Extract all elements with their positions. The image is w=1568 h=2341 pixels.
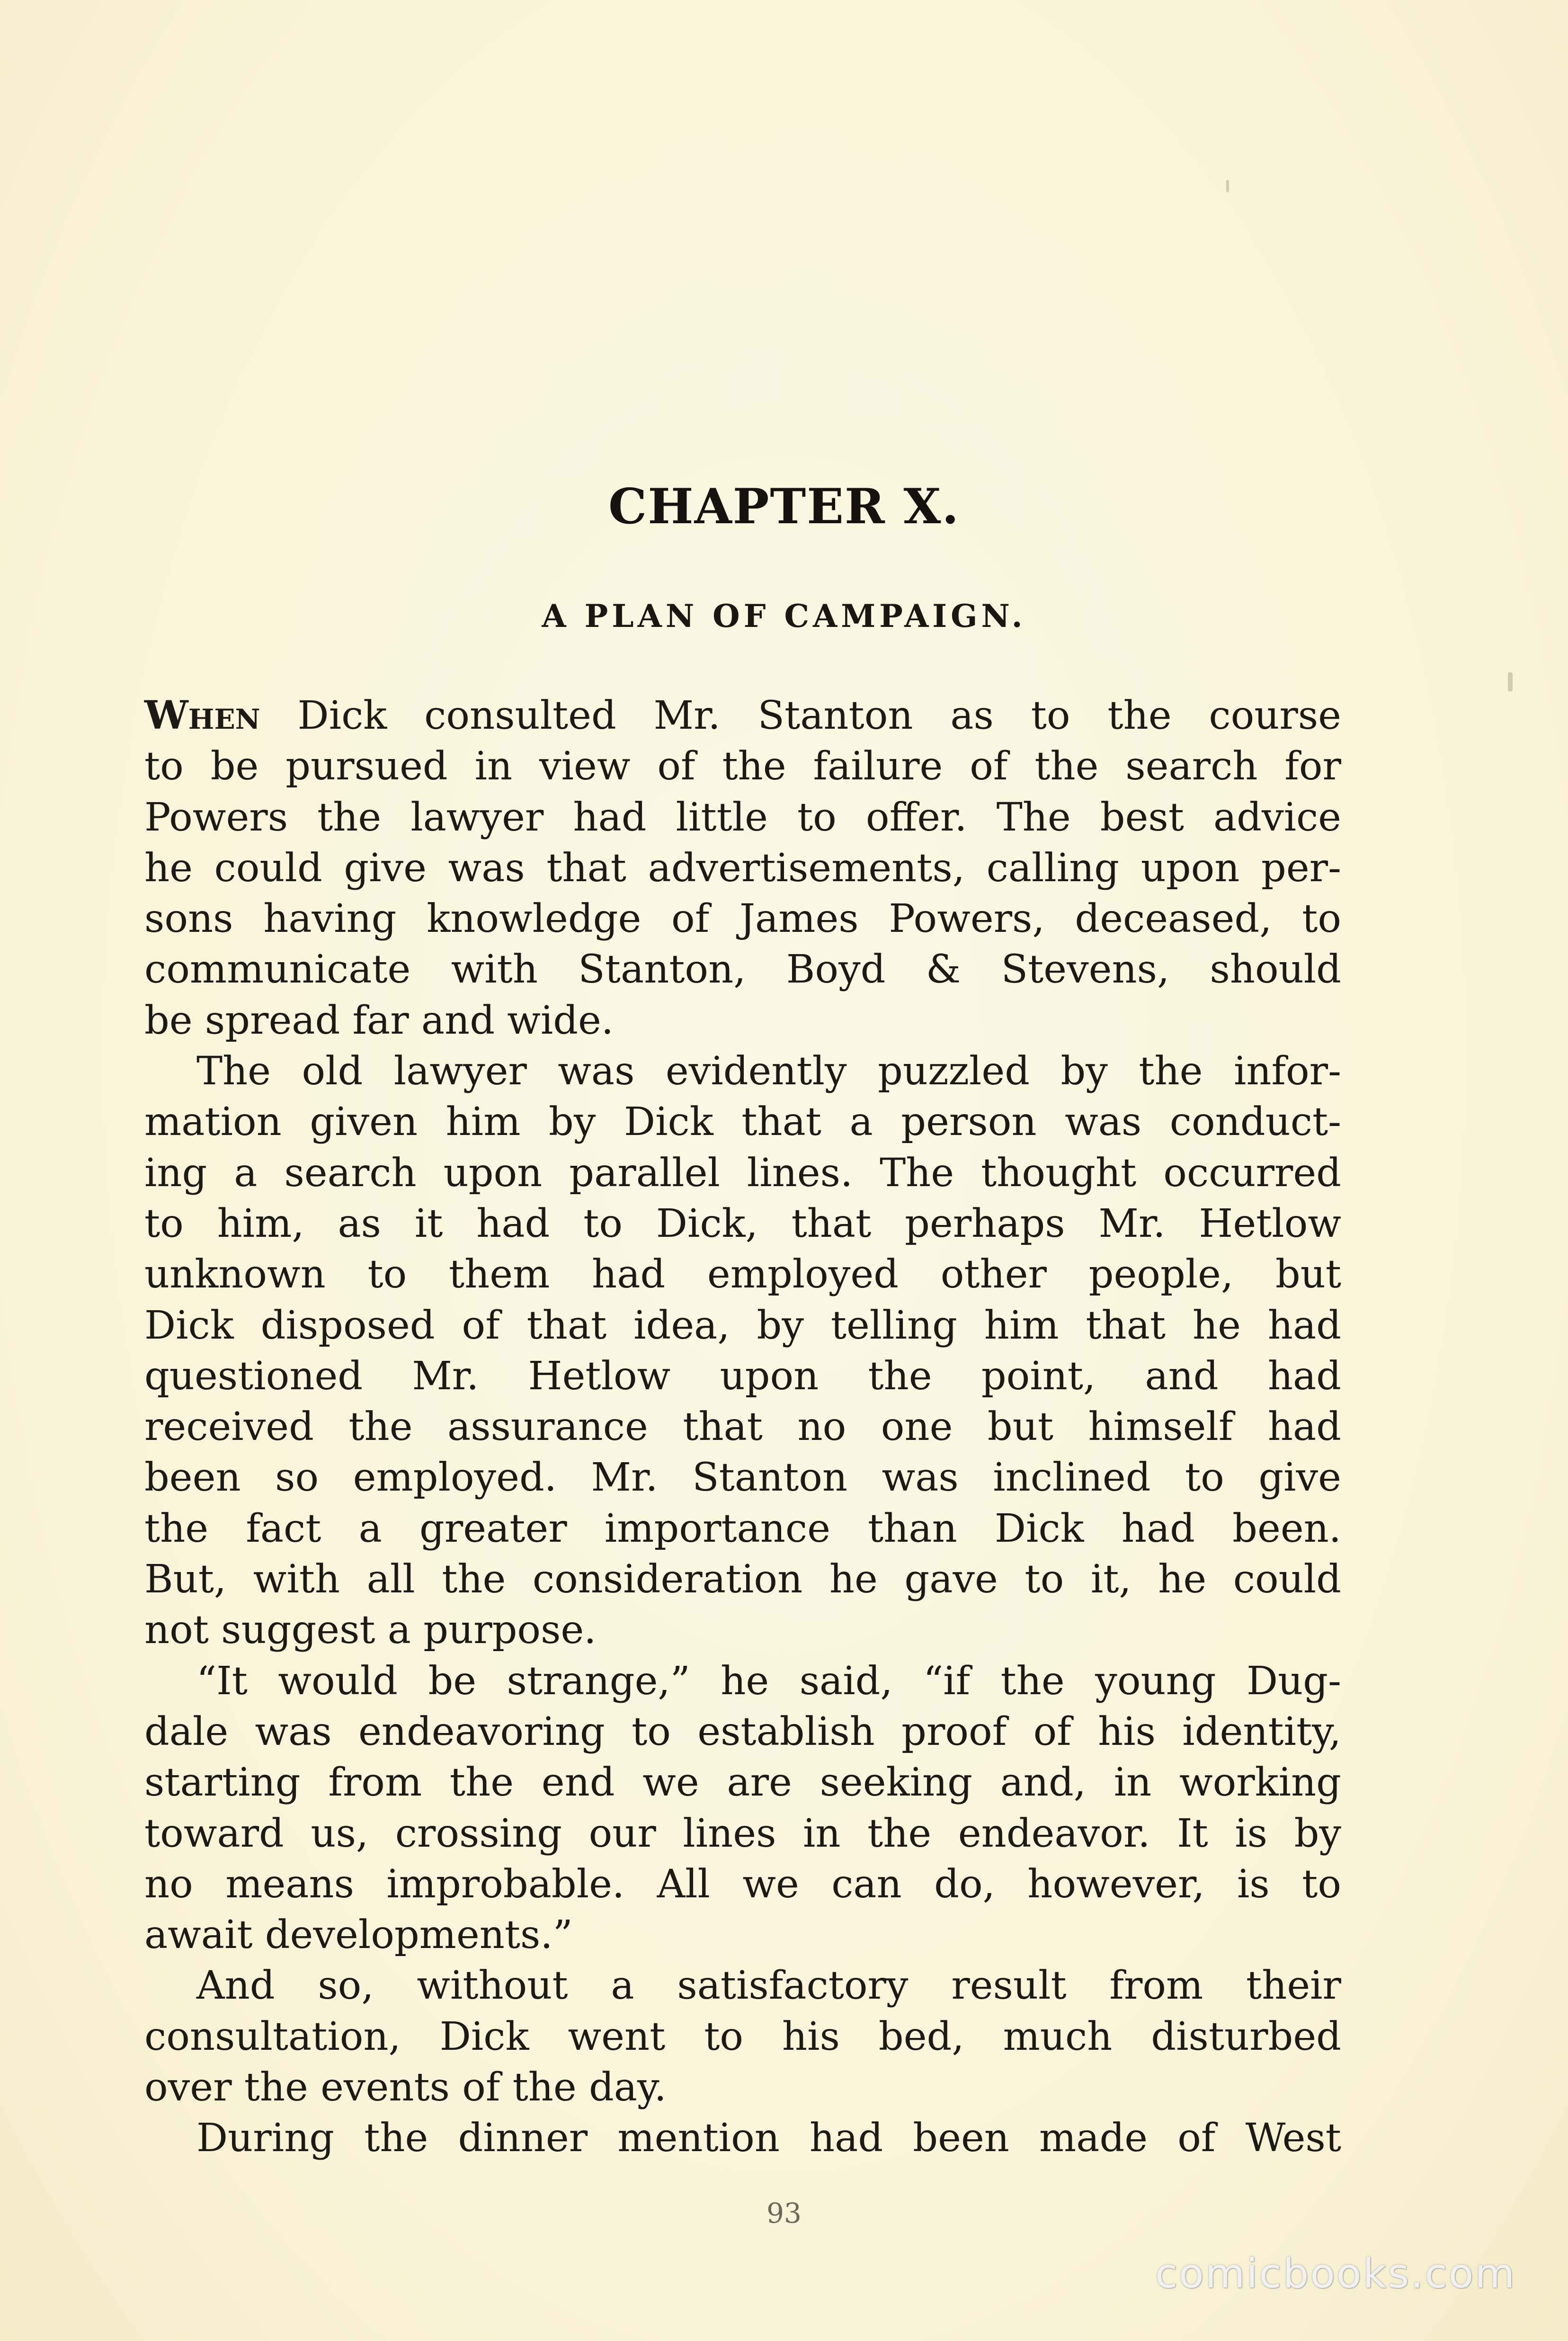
paper-speck (1508, 672, 1513, 691)
text-line: received the assurance that no one but himself had (144, 1404, 1341, 1450)
text-line: to be pursued in view of the failure of the search for (144, 743, 1341, 789)
text-line: consultation, Dick went to his bed, much disturbed (144, 2013, 1341, 2059)
text-line: be spread far and wide. (144, 997, 614, 1043)
text-line: But, with all the consideration he gave to it, he could (144, 1556, 1341, 1602)
text-line: And so, without a satisfactory result from their (196, 1963, 1341, 2009)
text-line: The old lawyer was evidently puzzled by the infor- (196, 1048, 1341, 1094)
text-line: dale was endeavoring to establish proof of his identity, (144, 1708, 1341, 1754)
text-line: he could give was that advertisements, calling upon per- (144, 845, 1341, 891)
text-line: mation given him by Dick that a person was conduct- (144, 1099, 1341, 1145)
text-line: Dick disposed of that idea, by telling him that he had (144, 1302, 1341, 1348)
text-line: questioned Mr. Hetlow upon the point, and had (144, 1353, 1341, 1399)
text-line: the fact a greater importance than Dick had been. (144, 1505, 1341, 1551)
text-line: await developments.” (144, 1912, 573, 1958)
text-line: “It would be strange,” he said, “if the young Dug- (196, 1658, 1341, 1704)
text-line-content: Dick consulted Mr. Stanton as to the course (260, 693, 1341, 738)
chapter-subtitle: A PLAN OF CAMPAIGN. (542, 598, 1026, 634)
text-line: sons having knowledge of James Powers, deceased, to (144, 896, 1341, 942)
text-line: to him, as it had to Dick, that perhaps Mr. Hetlow (144, 1200, 1341, 1246)
site-watermark: comicbooks.com (1155, 2250, 1516, 2297)
paper-speck (1226, 180, 1229, 192)
lead-word: When (144, 693, 260, 738)
text-line: not suggest a purpose. (144, 1607, 597, 1653)
text-line: unknown to them had employed other people, but (144, 1251, 1341, 1297)
text-line: During the dinner mention had been made of West (196, 2115, 1341, 2161)
text-line: toward us, crossing our lines in the endeavor. It is by (144, 1810, 1341, 1856)
text-line: Powers the lawyer had little to offer. The best advice (144, 794, 1341, 840)
text-line: starting from the end we are seeking and, in working (144, 1760, 1341, 1805)
page-number: 93 (766, 2197, 802, 2229)
text-line: been so employed. Mr. Stanton was inclined to give (144, 1455, 1341, 1501)
chapter-title: CHAPTER X. (608, 478, 960, 535)
text-line: no means improbable. All we can do, however, is to (144, 1861, 1341, 1907)
body-text (144, 690, 1341, 2164)
text-line: communicate with Stanton, Boyd & Stevens, should (144, 947, 1341, 992)
text-line: over the events of the day. (144, 2064, 667, 2110)
text-line (144, 690, 1341, 741)
text-line: ing a search upon parallel lines. The thought occurred (144, 1150, 1341, 1196)
